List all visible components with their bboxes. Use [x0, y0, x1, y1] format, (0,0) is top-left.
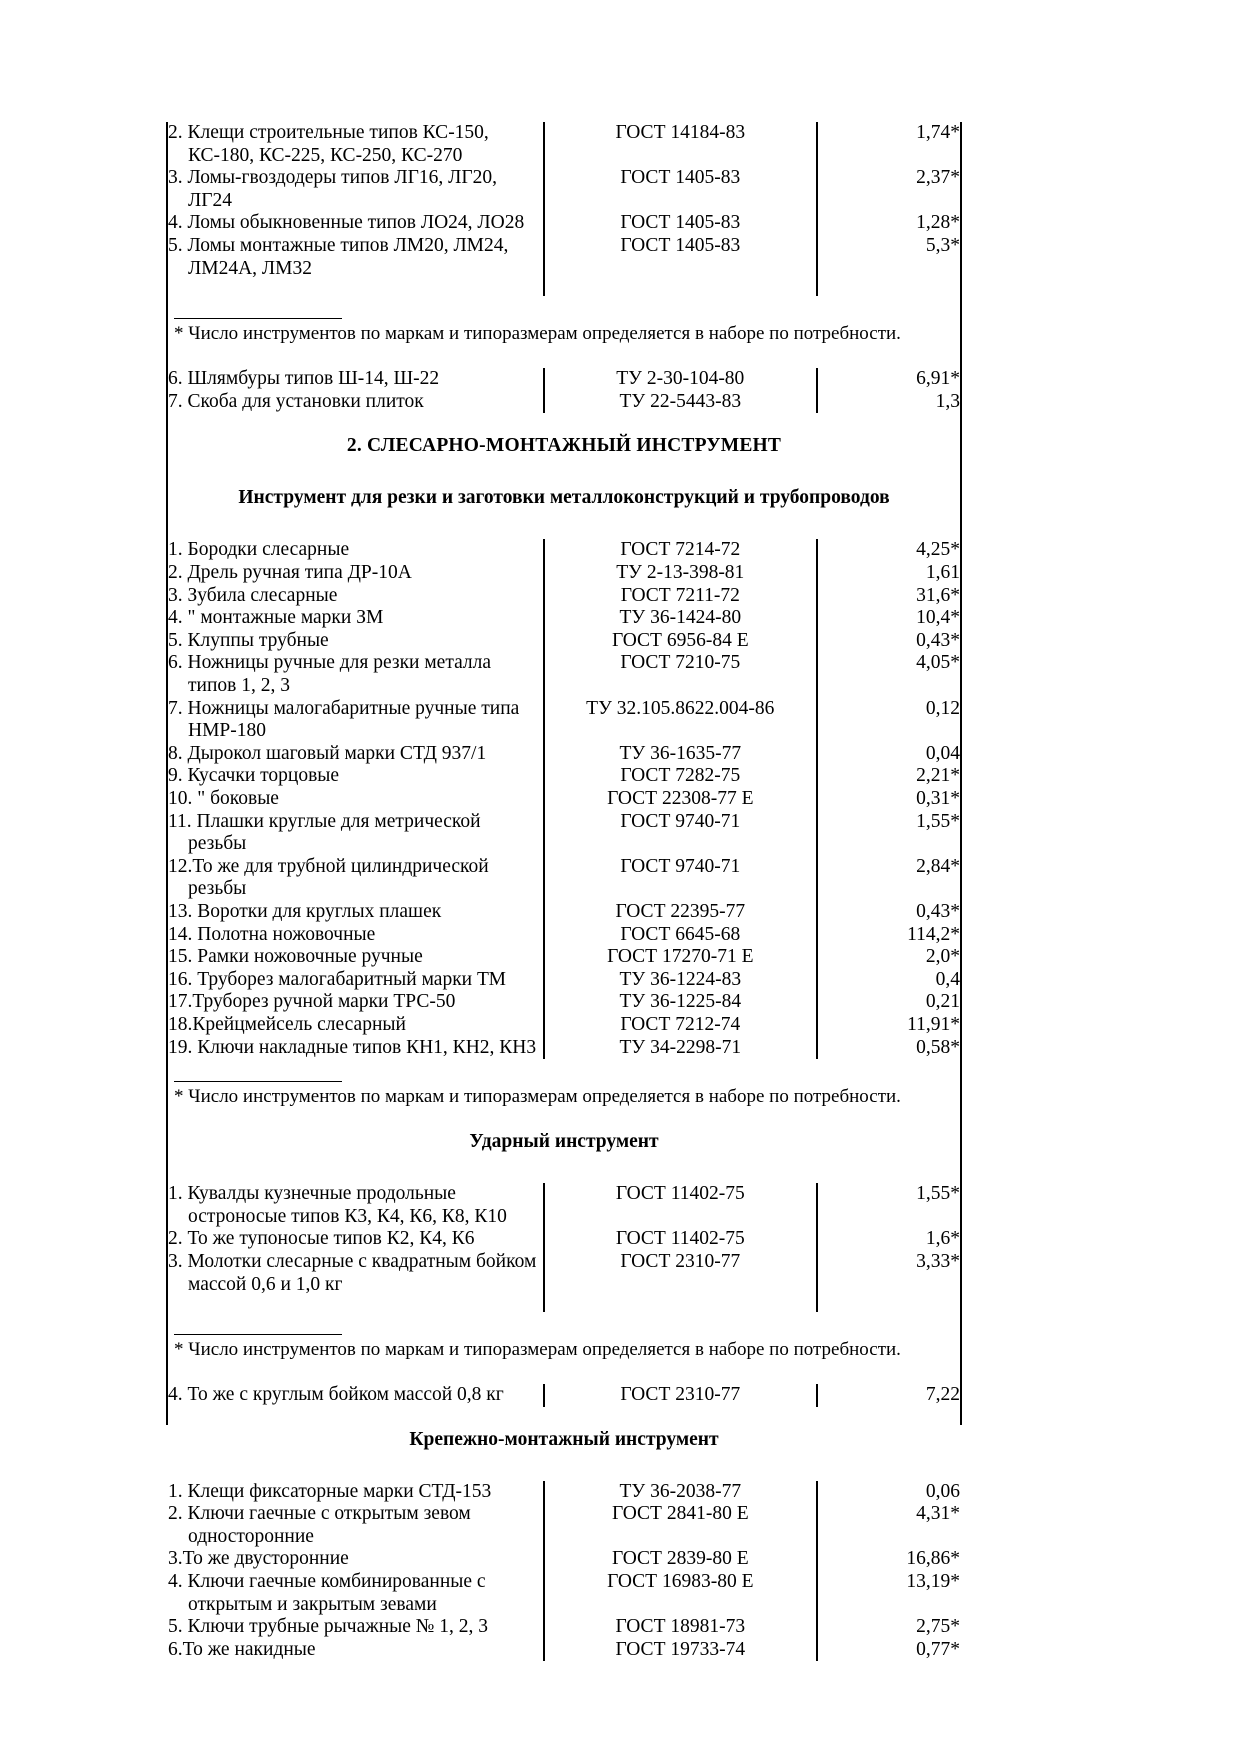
standard-cell: ГОСТ 19733-74	[544, 1639, 817, 1662]
block-gap	[168, 457, 960, 487]
standard-cell: ГОСТ 1405-83	[544, 167, 817, 212]
block-gap	[168, 1109, 960, 1131]
table-row	[168, 1014, 960, 1037]
tool-table	[168, 122, 960, 296]
tool-name-cell	[168, 368, 544, 391]
block-gap	[168, 1362, 960, 1384]
tool-name-cell	[168, 969, 544, 992]
tool-name-cell	[168, 901, 544, 924]
quantity-cell: 0,4	[935, 968, 960, 990]
table-row	[168, 1548, 960, 1571]
standard-cell: ГОСТ 7282-75	[544, 765, 817, 788]
tool-name-text: 16. Труборез малогабаритный марки ТМ	[168, 968, 506, 990]
tool-name-text: 4. То же с круглым бойком массой 0,8 кг	[168, 1383, 504, 1405]
table-row	[168, 698, 960, 743]
standard-cell: ТУ 36-1424-80	[544, 607, 817, 630]
tool-name-cell	[168, 122, 544, 167]
tool-name-cell	[168, 1548, 544, 1571]
standard-cell: ТУ 32.105.8622.004-86	[544, 698, 817, 743]
standard-cell: ГОСТ 1405-83	[544, 235, 817, 280]
table-row	[168, 1639, 960, 1662]
tool-name-text: 1. Бородки слесарные	[168, 539, 350, 561]
standard-cell: ТУ 36-1635-77	[544, 743, 817, 766]
block-gap	[168, 296, 960, 318]
table-row	[168, 1037, 960, 1060]
footnote	[168, 318, 960, 346]
quantity-cell: 0,21	[925, 991, 960, 1013]
standard-cell: ГОСТ 22395-77	[544, 901, 817, 924]
standard-cell: ГОСТ 11402-75	[544, 1183, 817, 1228]
table-row	[168, 811, 960, 856]
document-content	[168, 122, 960, 1683]
tool-name-text: 14. Полотна ножовочные	[168, 923, 376, 945]
quantity-cell: 13,19*	[906, 1570, 960, 1592]
tool-name-text: 18.Крейцмейсель слесарный	[168, 1014, 406, 1036]
tool-name-cell	[168, 765, 544, 788]
tool-name-text: 10. " боковые	[168, 787, 279, 809]
tool-name-text: 12.То же для трубной цилиндрической резьбы	[168, 855, 489, 900]
table-trailing-rule	[168, 280, 960, 296]
quantity-cell: 1,6*	[925, 1228, 960, 1250]
tool-name-text: 3. Зубила слесарные	[168, 584, 338, 606]
standard-cell: ГОСТ 22308-77 Е	[544, 788, 817, 811]
table-row	[168, 391, 960, 414]
quantity-cell: 0,58*	[916, 1036, 960, 1058]
block-gap	[168, 1407, 960, 1429]
tool-name-text: 15. Рамки ножовочные ручные	[168, 946, 423, 968]
standard-cell: ГОСТ 17270-71 Е	[544, 946, 817, 969]
tool-name-cell	[168, 1384, 544, 1407]
standard-cell: ГОСТ 2310-77	[544, 1384, 817, 1407]
block-gap	[168, 1312, 960, 1334]
table-row	[168, 368, 960, 391]
standard-cell: ГОСТ 6645-68	[544, 924, 817, 947]
block-gap	[168, 346, 960, 368]
tool-name-text: 1. Клещи фиксаторные марки СТД-153	[168, 1480, 492, 1502]
standard-cell: ГОСТ 9740-71	[544, 811, 817, 856]
tool-name-text: 5. Ключи трубные рычажные № 1, 2, 3	[168, 1616, 488, 1638]
tool-table	[168, 368, 960, 413]
table-row	[168, 630, 960, 653]
quantity-cell: 1,55*	[916, 810, 960, 832]
quantity-cell: 4,31*	[916, 1503, 960, 1525]
tool-name-text: 9. Кусачки торцовые	[168, 765, 340, 787]
standard-cell: ГОСТ 6956-84 Е	[544, 630, 817, 653]
table-row	[168, 1183, 960, 1228]
tool-name-cell	[168, 811, 544, 856]
standard-cell: ТУ 22-5443-83	[544, 391, 817, 414]
tool-name-cell	[168, 167, 544, 212]
tool-name-cell	[168, 235, 544, 280]
tool-name-text: 4. " монтажные марки ЗМ	[168, 607, 384, 629]
standard-cell: ТУ 2-30-104-80	[544, 368, 817, 391]
quantity-cell: 4,05*	[916, 652, 960, 674]
footnote-text: * Число инструментов по маркам и типоразмерам определяется в наборе по потребности.	[174, 1086, 901, 1108]
tool-name-cell	[168, 1639, 544, 1662]
quantity-cell: 11,91*	[907, 1014, 960, 1036]
standard-cell: ГОСТ 2310-77	[544, 1251, 817, 1296]
quantity-cell: 2,84*	[916, 855, 960, 877]
quantity-cell: 1,28*	[916, 212, 960, 234]
table-row	[168, 788, 960, 811]
standard-cell: ТУ 36-2038-77	[544, 1481, 817, 1504]
tool-name-text: 17.Труборез ручной марки ТРС-50	[168, 991, 456, 1013]
page-right-rule	[960, 122, 962, 1425]
table-row	[168, 652, 960, 697]
tool-name-text: 3. Молотки слесарные с квадратным бойком массой 0,6 и 1,0 кг	[168, 1250, 537, 1295]
quantity-cell: 0,31*	[916, 787, 960, 809]
tool-name-text: 3. Ломы-гвоздодеры типов ЛГ16, ЛГ20, ЛГ24	[168, 167, 497, 211]
table-row	[168, 607, 960, 630]
table-row	[168, 585, 960, 608]
tool-name-cell	[168, 924, 544, 947]
footnote	[168, 1334, 960, 1362]
table-row	[168, 969, 960, 992]
quantity-cell: 4,25*	[916, 539, 960, 561]
tool-name-cell	[168, 630, 544, 653]
standard-cell: ГОСТ 7214-72	[544, 539, 817, 562]
standard-cell: ГОСТ 11402-75	[544, 1228, 817, 1251]
footnote	[168, 1081, 960, 1109]
tool-name-text: 2. Клещи строительные типов КС-150, КС-180, КС-225, КС-250, КС-270	[168, 122, 489, 166]
standard-cell: ТУ 2-13-398-81	[544, 562, 817, 585]
footnote-text: * Число инструментов по маркам и типоразмерам определяется в наборе по потребности.	[174, 323, 901, 345]
block-gap	[168, 413, 960, 435]
table-row	[168, 1384, 960, 1407]
tool-name-text: 4. Ключи гаечные комбинированные с открытым и закрытым зевами	[168, 1570, 486, 1615]
quantity-cell: 0,43*	[916, 629, 960, 651]
quantity-cell: 2,0*	[925, 946, 960, 968]
tool-name-text: 8. Дырокол шаговый марки СТД 937/1	[168, 742, 487, 764]
tool-name-text: 7. Ножницы малогабаритные ручные типа НМР-180	[168, 697, 520, 742]
tool-name-text: 5. Клуппы трубные	[168, 629, 329, 651]
standard-cell: ТУ 36-1224-83	[544, 969, 817, 992]
quantity-cell: 5,3*	[925, 235, 960, 257]
tool-name-text: 2. Ключи гаечные с открытым зевом односторонние	[168, 1503, 471, 1547]
quantity-cell: 1,55*	[916, 1183, 960, 1205]
table-row	[168, 743, 960, 766]
subsection-title: Инструмент для резки и заготовки металлоконструкций и трубопроводов	[238, 487, 890, 509]
standard-cell: ГОСТ 2841-80 Е	[544, 1503, 817, 1548]
tool-name-cell	[168, 698, 544, 743]
block-gap	[168, 1059, 960, 1081]
table-row	[168, 856, 960, 901]
standard-cell: ГОСТ 16983-80 Е	[544, 1571, 817, 1616]
quantity-cell: 2,21*	[916, 765, 960, 787]
tool-name-text: 19. Ключи накладные типов КН1, КН2, КН3	[168, 1036, 537, 1058]
tool-name-cell	[168, 1571, 544, 1616]
tool-name-cell	[168, 1251, 544, 1296]
tool-name-text: 7. Скоба для установки плиток	[168, 390, 424, 412]
tool-name-cell	[168, 391, 544, 414]
standard-cell: ГОСТ 7212-74	[544, 1014, 817, 1037]
tool-name-cell	[168, 743, 544, 766]
table-row	[168, 235, 960, 280]
table-row	[168, 167, 960, 212]
tool-name-text: 2. Дрель ручная типа ДР-10А	[168, 561, 412, 583]
table-row	[168, 765, 960, 788]
quantity-cell: 0,12	[925, 697, 960, 719]
standard-cell: ТУ 36-1225-84	[544, 991, 817, 1014]
block-gap	[168, 1661, 960, 1683]
standard-cell: ГОСТ 18981-73	[544, 1616, 817, 1639]
table-row	[168, 924, 960, 947]
quantity-cell: 1,3	[935, 390, 960, 412]
table-row	[168, 122, 960, 167]
quantity-cell: 16,86*	[906, 1548, 960, 1570]
tool-name-text: 11. Плашки круглые для метрической резьбы	[168, 810, 481, 855]
tool-name-cell	[168, 1228, 544, 1251]
tool-name-cell	[168, 1616, 544, 1639]
footnote-separator-rule	[174, 318, 342, 319]
table-row	[168, 1571, 960, 1616]
table-trailing-rule	[168, 1296, 960, 1312]
tool-name-cell	[168, 562, 544, 585]
table-row	[168, 1251, 960, 1296]
quantity-cell: 2,37*	[916, 167, 960, 189]
table-row	[168, 562, 960, 585]
tool-name-cell	[168, 856, 544, 901]
tool-name-cell	[168, 1481, 544, 1504]
tool-name-cell	[168, 585, 544, 608]
standard-cell: ГОСТ 14184-83	[544, 122, 817, 167]
standard-cell: ТУ 34-2298-71	[544, 1037, 817, 1060]
tool-name-cell	[168, 991, 544, 1014]
quantity-cell: 114,2*	[907, 923, 960, 945]
standard-cell: ГОСТ 9740-71	[544, 856, 817, 901]
tool-name-text: 13. Воротки для круглых плашек	[168, 901, 442, 923]
tool-name-cell	[168, 788, 544, 811]
subsection-title: Ударный инструмент	[469, 1131, 659, 1153]
tool-name-cell	[168, 1014, 544, 1037]
tool-name-cell	[168, 946, 544, 969]
standard-cell: ГОСТ 2839-80 Е	[544, 1548, 817, 1571]
quantity-cell: 0,43*	[916, 901, 960, 923]
tool-name-cell	[168, 1503, 544, 1548]
tool-name-text: 5. Ломы монтажные типов ЛМ20, ЛМ24, ЛМ24А, ЛМ32	[168, 235, 509, 279]
tool-name-text: 6. Шлямбуры типов Ш-14, Ш-22	[168, 368, 440, 390]
quantity-cell: 31,6*	[916, 584, 960, 606]
quantity-cell: 0,06	[925, 1480, 960, 1502]
table-row	[168, 539, 960, 562]
tool-name-cell	[168, 652, 544, 697]
tool-table	[168, 539, 960, 1059]
quantity-cell: 7,22	[925, 1383, 960, 1405]
block-gap	[168, 509, 960, 539]
tool-name-text: 2. То же тупоносые типов К2, К4, К6	[168, 1228, 475, 1250]
table-row	[168, 212, 960, 235]
tool-name-cell	[168, 1037, 544, 1060]
footnote-separator-rule	[174, 1081, 342, 1082]
quantity-cell: 6,91*	[916, 368, 960, 390]
tool-table	[168, 1183, 960, 1312]
standard-cell: ГОСТ 7210-75	[544, 652, 817, 697]
quantity-cell: 10,4*	[916, 607, 960, 629]
quantity-cell: 2,75*	[916, 1616, 960, 1638]
quantity-cell: 0,77*	[916, 1638, 960, 1660]
block-gap	[168, 1153, 960, 1183]
table-row	[168, 1481, 960, 1504]
tool-name-text: 1. Кувалды кузнечные продольные остроносые типов К3, К4, К6, К8, К10	[168, 1183, 507, 1227]
tool-name-cell	[168, 212, 544, 235]
tool-name-text: 6. Ножницы ручные для резки металла типов 1, 2, 3	[168, 652, 492, 696]
tool-table	[168, 1384, 960, 1407]
quantity-cell: 1,74*	[916, 122, 960, 143]
tool-name-cell	[168, 539, 544, 562]
tool-name-text: 6.То же накидные	[168, 1638, 316, 1660]
table-row	[168, 1503, 960, 1548]
tool-table	[168, 1481, 960, 1662]
tool-name-cell	[168, 1183, 544, 1228]
subsection-title: Крепежно-монтажный инструмент	[409, 1428, 719, 1450]
tool-name-text: 4. Ломы обыкновенные типов ЛО24, ЛО28	[168, 212, 525, 234]
quantity-cell: 3,33*	[916, 1250, 960, 1272]
footnote-text: * Число инструментов по маркам и типоразмерам определяется в наборе по потребности.	[174, 1339, 901, 1361]
section-title: 2. СЛЕСАРНО-МОНТАЖНЫЙ ИНСТРУМЕНТ	[346, 435, 782, 457]
quantity-cell: 1,61	[925, 561, 960, 583]
quantity-cell: 0,04	[925, 742, 960, 764]
table-row	[168, 991, 960, 1014]
block-gap	[168, 1451, 960, 1481]
standard-cell: ГОСТ 1405-83	[544, 212, 817, 235]
tool-name-text: 3.То же двусторонние	[168, 1548, 349, 1570]
table-row	[168, 1228, 960, 1251]
tool-name-cell	[168, 607, 544, 630]
table-row	[168, 946, 960, 969]
table-row	[168, 901, 960, 924]
footnote-separator-rule	[174, 1334, 342, 1335]
standard-cell: ГОСТ 7211-72	[544, 585, 817, 608]
table-row	[168, 1616, 960, 1639]
